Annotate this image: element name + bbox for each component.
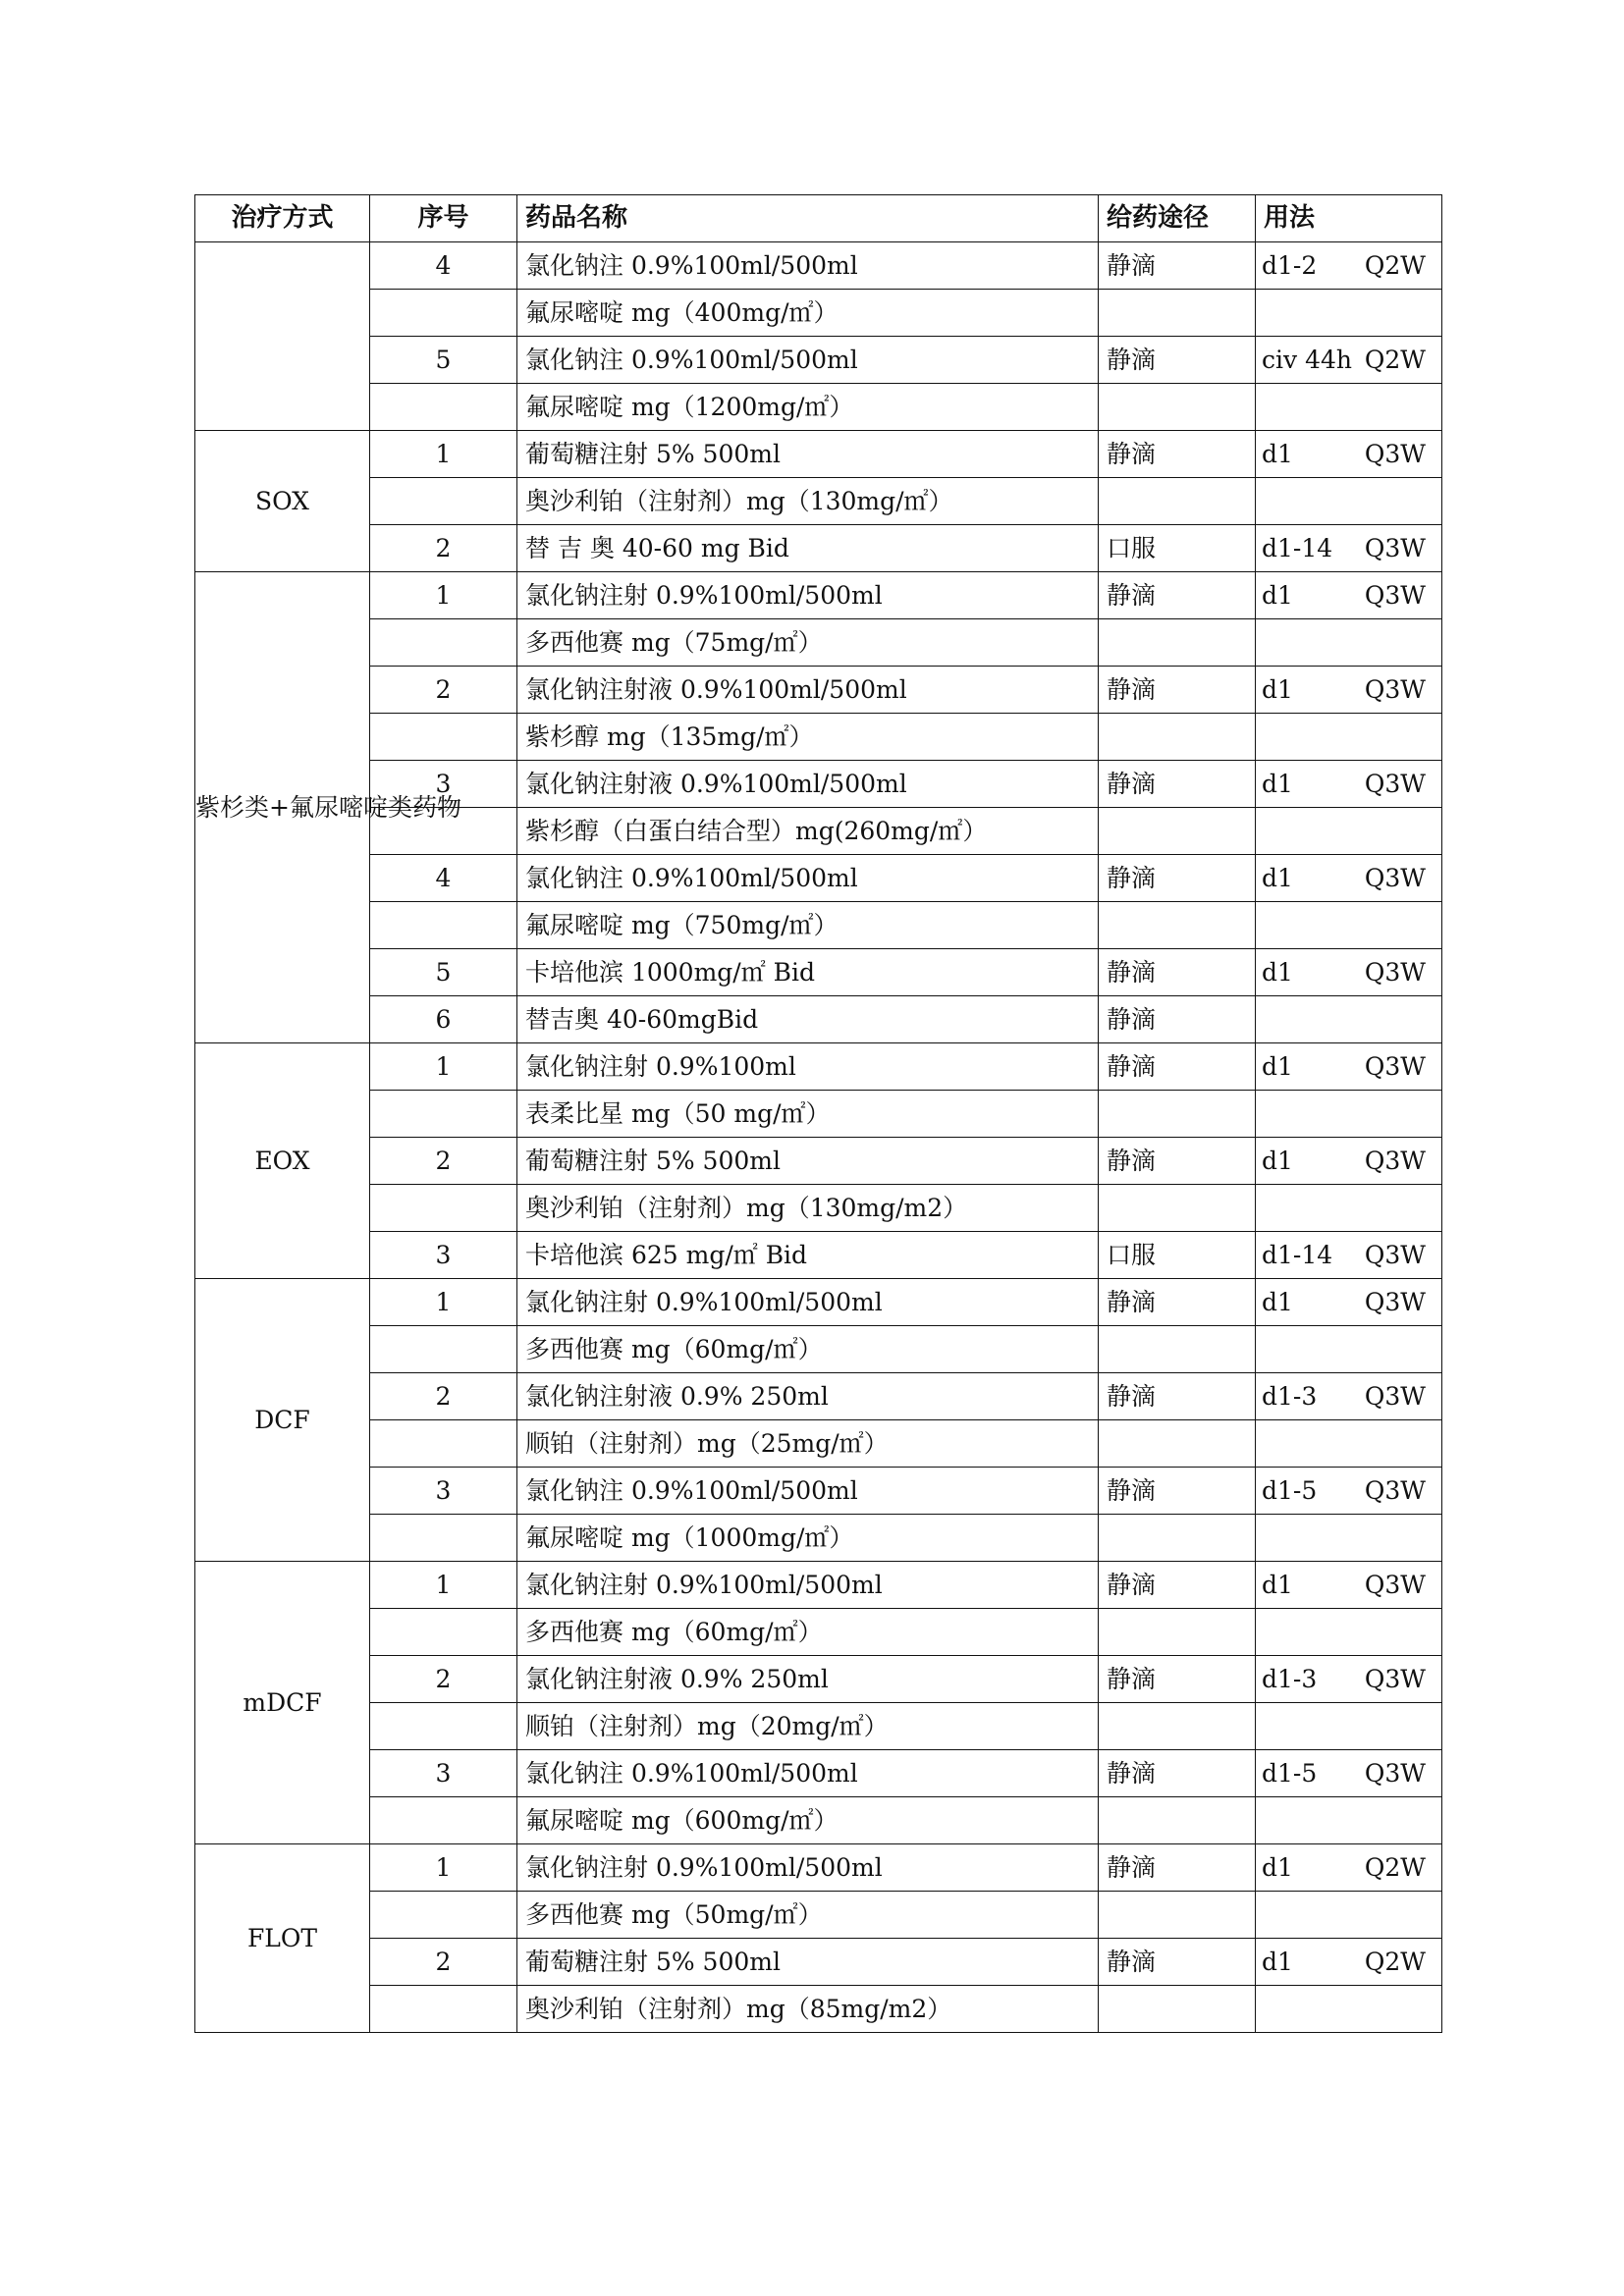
usage-cell bbox=[1256, 949, 1442, 996]
table-body bbox=[195, 242, 1442, 2033]
table-row bbox=[195, 996, 1442, 1043]
drug-name-cell: 葡萄糖注射 5% 500ml bbox=[517, 1138, 1099, 1185]
usage-wrapper bbox=[1256, 525, 1441, 571]
table-row bbox=[195, 242, 1442, 290]
usage-days: d1 bbox=[1262, 1571, 1293, 1599]
usage-wrapper bbox=[1256, 761, 1441, 807]
sequence-number-cell bbox=[370, 1609, 517, 1656]
usage-cell bbox=[1256, 1939, 1442, 1986]
usage-days: d1-3 bbox=[1262, 1382, 1318, 1411]
sequence-number-cell: 3 bbox=[370, 1468, 517, 1515]
sequence-number-cell bbox=[370, 478, 517, 525]
usage-cell bbox=[1256, 1185, 1442, 1232]
table-row bbox=[195, 1939, 1442, 1986]
usage-cell bbox=[1256, 1420, 1442, 1468]
route-cell: 静滴 bbox=[1099, 1844, 1256, 1892]
drug-name-cell: 氯化钠注射液 0.9%100ml/500ml bbox=[517, 761, 1099, 808]
route-cell: 静滴 bbox=[1099, 1138, 1256, 1185]
route-cell bbox=[1099, 1420, 1256, 1468]
table-row bbox=[195, 1326, 1442, 1373]
route-cell bbox=[1099, 1326, 1256, 1373]
drug-name-cell: 紫杉醇（白蛋白结合型）mg(260mg/㎡） bbox=[517, 808, 1099, 855]
usage-frequency: Q3W bbox=[1364, 1147, 1426, 1175]
drug-name-cell: 顺铂（注射剂）mg（20mg/㎡） bbox=[517, 1703, 1099, 1750]
route-cell bbox=[1099, 384, 1256, 431]
drug-name-cell: 氟尿嘧啶 mg（1200mg/㎡） bbox=[517, 384, 1099, 431]
drug-name-cell: 氯化钠注射液 0.9%100ml/500ml bbox=[517, 667, 1099, 714]
usage-cell bbox=[1256, 290, 1442, 337]
drug-name-cell: 氯化钠注 0.9%100ml/500ml bbox=[517, 1468, 1099, 1515]
route-cell bbox=[1099, 1609, 1256, 1656]
drug-name-cell: 氯化钠注 0.9%100ml/500ml bbox=[517, 1750, 1099, 1797]
usage-frequency: Q3W bbox=[1364, 534, 1426, 562]
drug-name-cell: 氯化钠注射 0.9%100ml bbox=[517, 1043, 1099, 1091]
usage-frequency: Q3W bbox=[1364, 958, 1426, 987]
header-drug-name: 药品名称 bbox=[517, 195, 1099, 242]
drug-name-cell: 多西他赛 mg（75mg/㎡） bbox=[517, 619, 1099, 667]
sequence-number-cell: 6 bbox=[370, 996, 517, 1043]
usage-wrapper bbox=[1256, 337, 1441, 383]
table-row bbox=[195, 1797, 1442, 1844]
usage-days: d1 bbox=[1262, 440, 1293, 468]
table-row bbox=[195, 1515, 1442, 1562]
drug-name-cell: 多西他赛 mg（60mg/㎡） bbox=[517, 1609, 1099, 1656]
route-cell: 静滴 bbox=[1099, 1656, 1256, 1703]
route-cell bbox=[1099, 1797, 1256, 1844]
treatment-group-cell: FLOT bbox=[195, 1844, 370, 2033]
drug-name-cell: 氯化钠注 0.9%100ml/500ml bbox=[517, 242, 1099, 290]
table-row bbox=[195, 572, 1442, 619]
sequence-number-cell: 1 bbox=[370, 1562, 517, 1609]
table-row bbox=[195, 1185, 1442, 1232]
drug-name-cell: 氯化钠注射液 0.9% 250ml bbox=[517, 1656, 1099, 1703]
usage-cell bbox=[1256, 572, 1442, 619]
sequence-number-cell: 2 bbox=[370, 1373, 517, 1420]
usage-frequency: Q2W bbox=[1364, 346, 1426, 374]
usage-cell bbox=[1256, 242, 1442, 290]
route-cell: 静滴 bbox=[1099, 242, 1256, 290]
usage-cell bbox=[1256, 808, 1442, 855]
table-row bbox=[195, 1656, 1442, 1703]
sequence-number-cell bbox=[370, 714, 517, 761]
sequence-number-cell: 4 bbox=[370, 855, 517, 902]
usage-wrapper bbox=[1256, 1232, 1441, 1278]
table-row bbox=[195, 1703, 1442, 1750]
sequence-number-cell: 5 bbox=[370, 949, 517, 996]
sequence-number-cell bbox=[370, 1091, 517, 1138]
sequence-number-cell bbox=[370, 1515, 517, 1562]
sequence-number-cell bbox=[370, 619, 517, 667]
sequence-number-cell bbox=[370, 902, 517, 949]
drug-name-cell: 卡培他滨 625 mg/㎡ Bid bbox=[517, 1232, 1099, 1279]
usage-days: d1 bbox=[1262, 1147, 1293, 1175]
route-cell bbox=[1099, 1703, 1256, 1750]
sequence-number-cell bbox=[370, 384, 517, 431]
table-row bbox=[195, 667, 1442, 714]
usage-cell bbox=[1256, 1750, 1442, 1797]
usage-wrapper bbox=[1256, 667, 1441, 713]
table-row bbox=[195, 1750, 1442, 1797]
usage-wrapper bbox=[1256, 1373, 1441, 1419]
sequence-number-cell bbox=[370, 1420, 517, 1468]
usage-wrapper bbox=[1256, 855, 1441, 901]
usage-days: d1-2 bbox=[1262, 251, 1318, 280]
drug-name-cell: 氯化钠注射 0.9%100ml/500ml bbox=[517, 1562, 1099, 1609]
drug-name-cell: 替吉奥 40-60mgBid bbox=[517, 996, 1099, 1043]
usage-days: d1 bbox=[1262, 581, 1293, 610]
table-row bbox=[195, 525, 1442, 572]
route-cell bbox=[1099, 290, 1256, 337]
sequence-number-cell: 1 bbox=[370, 572, 517, 619]
usage-days: d1-14 bbox=[1262, 534, 1333, 562]
drug-name-cell: 奥沙利铂（注射剂）mg（130mg/m2） bbox=[517, 1185, 1099, 1232]
usage-days: d1-14 bbox=[1262, 1241, 1333, 1269]
usage-frequency: Q3W bbox=[1364, 1052, 1426, 1081]
table-row bbox=[195, 1232, 1442, 1279]
usage-frequency: Q3W bbox=[1364, 1571, 1426, 1599]
usage-cell bbox=[1256, 619, 1442, 667]
treatment-group-cell: EOX bbox=[195, 1043, 370, 1279]
usage-days: d1 bbox=[1262, 1052, 1293, 1081]
sequence-number-cell: 1 bbox=[370, 1279, 517, 1326]
route-cell bbox=[1099, 902, 1256, 949]
usage-cell bbox=[1256, 1326, 1442, 1373]
drug-name-cell: 氯化钠注射 0.9%100ml/500ml bbox=[517, 1279, 1099, 1326]
usage-cell bbox=[1256, 1232, 1442, 1279]
table-row bbox=[195, 290, 1442, 337]
usage-frequency: Q3W bbox=[1364, 1288, 1426, 1316]
header-route: 给药途径 bbox=[1099, 195, 1256, 242]
table-row bbox=[195, 1892, 1442, 1939]
treatment-group-cell: DCF bbox=[195, 1279, 370, 1562]
sequence-number-cell: 2 bbox=[370, 667, 517, 714]
table-row bbox=[195, 1373, 1442, 1420]
usage-wrapper bbox=[1256, 242, 1441, 289]
usage-days: d1 bbox=[1262, 1948, 1293, 1976]
table-row bbox=[195, 337, 1442, 384]
sequence-number-cell: 3 bbox=[370, 761, 517, 808]
usage-cell bbox=[1256, 1043, 1442, 1091]
route-cell: 口服 bbox=[1099, 525, 1256, 572]
usage-days: civ 44h bbox=[1262, 346, 1352, 374]
header-usage: 用法 bbox=[1256, 195, 1442, 242]
usage-days: d1-5 bbox=[1262, 1759, 1318, 1788]
usage-wrapper bbox=[1256, 1138, 1441, 1184]
drug-name-cell: 顺铂（注射剂）mg（25mg/㎡） bbox=[517, 1420, 1099, 1468]
usage-wrapper bbox=[1256, 572, 1441, 618]
usage-days: d1-3 bbox=[1262, 1665, 1318, 1693]
drug-name-cell: 氯化钠注射 0.9%100ml/500ml bbox=[517, 1844, 1099, 1892]
usage-cell bbox=[1256, 1091, 1442, 1138]
table-row bbox=[195, 855, 1442, 902]
drug-name-cell: 多西他赛 mg（50mg/㎡） bbox=[517, 1892, 1099, 1939]
usage-cell bbox=[1256, 855, 1442, 902]
route-cell: 静滴 bbox=[1099, 1043, 1256, 1091]
table-row bbox=[195, 1091, 1442, 1138]
usage-cell bbox=[1256, 1844, 1442, 1892]
usage-days: d1-5 bbox=[1262, 1476, 1318, 1505]
usage-days: d1 bbox=[1262, 1288, 1293, 1316]
drug-name-cell: 紫杉醇 mg（135mg/㎡） bbox=[517, 714, 1099, 761]
route-cell bbox=[1099, 1091, 1256, 1138]
header-treatment: 治疗方式 bbox=[195, 195, 370, 242]
usage-wrapper bbox=[1256, 949, 1441, 995]
usage-days: d1 bbox=[1262, 675, 1293, 704]
usage-days: d1 bbox=[1262, 958, 1293, 987]
route-cell bbox=[1099, 714, 1256, 761]
table-row bbox=[195, 1279, 1442, 1326]
table-row bbox=[195, 1138, 1442, 1185]
route-cell: 口服 bbox=[1099, 1232, 1256, 1279]
usage-cell bbox=[1256, 337, 1442, 384]
usage-frequency: Q3W bbox=[1364, 1665, 1426, 1693]
usage-cell bbox=[1256, 1515, 1442, 1562]
sequence-number-cell: 3 bbox=[370, 1750, 517, 1797]
header-number: 序号 bbox=[370, 195, 517, 242]
usage-cell bbox=[1256, 1892, 1442, 1939]
usage-frequency: Q3W bbox=[1364, 440, 1426, 468]
route-cell: 静滴 bbox=[1099, 996, 1256, 1043]
usage-cell bbox=[1256, 667, 1442, 714]
sequence-number-cell: 2 bbox=[370, 525, 517, 572]
usage-cell bbox=[1256, 1656, 1442, 1703]
route-cell: 静滴 bbox=[1099, 1279, 1256, 1326]
sequence-number-cell bbox=[370, 1986, 517, 2033]
usage-days: d1 bbox=[1262, 864, 1293, 892]
table-row bbox=[195, 902, 1442, 949]
table-row bbox=[195, 1609, 1442, 1656]
route-cell: 静滴 bbox=[1099, 1562, 1256, 1609]
route-cell bbox=[1099, 1185, 1256, 1232]
drug-name-cell: 氯化钠注射 0.9%100ml/500ml bbox=[517, 572, 1099, 619]
usage-wrapper bbox=[1256, 1939, 1441, 1985]
treatment-group-cell: mDCF bbox=[195, 1562, 370, 1844]
drug-name-cell: 氯化钠注射液 0.9% 250ml bbox=[517, 1373, 1099, 1420]
table-row bbox=[195, 619, 1442, 667]
usage-frequency: Q3W bbox=[1364, 1382, 1426, 1411]
drug-name-cell: 葡萄糖注射 5% 500ml bbox=[517, 431, 1099, 478]
table-row bbox=[195, 1468, 1442, 1515]
treatment-group-cell: 紫杉类+氟尿嘧啶类药物 bbox=[195, 572, 370, 1043]
route-cell: 静滴 bbox=[1099, 1468, 1256, 1515]
route-cell bbox=[1099, 808, 1256, 855]
sequence-number-cell: 2 bbox=[370, 1939, 517, 1986]
table-row bbox=[195, 1986, 1442, 2033]
usage-wrapper bbox=[1256, 431, 1441, 477]
sequence-number-cell bbox=[370, 1892, 517, 1939]
drug-name-cell: 奥沙利铂（注射剂）mg（85mg/m2） bbox=[517, 1986, 1099, 2033]
usage-days: d1 bbox=[1262, 770, 1293, 798]
route-cell: 静滴 bbox=[1099, 949, 1256, 996]
usage-cell bbox=[1256, 1797, 1442, 1844]
sequence-number-cell bbox=[370, 1797, 517, 1844]
usage-wrapper bbox=[1256, 1562, 1441, 1608]
usage-wrapper bbox=[1256, 1043, 1441, 1090]
usage-cell bbox=[1256, 761, 1442, 808]
drug-name-cell: 卡培他滨 1000mg/㎡ Bid bbox=[517, 949, 1099, 996]
usage-cell bbox=[1256, 1138, 1442, 1185]
table-row bbox=[195, 714, 1442, 761]
usage-cell bbox=[1256, 1986, 1442, 2033]
route-cell: 静滴 bbox=[1099, 761, 1256, 808]
table-row bbox=[195, 384, 1442, 431]
drug-name-cell: 氟尿嘧啶 mg（1000mg/㎡） bbox=[517, 1515, 1099, 1562]
drug-name-cell: 氯化钠注 0.9%100ml/500ml bbox=[517, 337, 1099, 384]
usage-cell bbox=[1256, 478, 1442, 525]
table-header-row bbox=[195, 195, 1442, 242]
usage-frequency: Q3W bbox=[1364, 581, 1426, 610]
drug-name-cell: 多西他赛 mg（60mg/㎡） bbox=[517, 1326, 1099, 1373]
drug-name-cell: 奥沙利铂（注射剂）mg（130mg/㎡） bbox=[517, 478, 1099, 525]
usage-frequency: Q3W bbox=[1364, 1241, 1426, 1269]
drug-name-cell: 氟尿嘧啶 mg（400mg/㎡） bbox=[517, 290, 1099, 337]
usage-frequency: Q2W bbox=[1364, 1853, 1426, 1882]
route-cell: 静滴 bbox=[1099, 572, 1256, 619]
usage-wrapper bbox=[1256, 1656, 1441, 1702]
usage-cell bbox=[1256, 996, 1442, 1043]
table-row bbox=[195, 431, 1442, 478]
route-cell bbox=[1099, 1892, 1256, 1939]
sequence-number-cell: 3 bbox=[370, 1232, 517, 1279]
route-cell bbox=[1099, 619, 1256, 667]
sequence-number-cell: 4 bbox=[370, 242, 517, 290]
usage-frequency: Q2W bbox=[1364, 1948, 1426, 1976]
sequence-number-cell bbox=[370, 1703, 517, 1750]
table-row bbox=[195, 949, 1442, 996]
usage-cell bbox=[1256, 1373, 1442, 1420]
sequence-number-cell: 1 bbox=[370, 1043, 517, 1091]
sequence-number-cell bbox=[370, 1326, 517, 1373]
route-cell bbox=[1099, 1515, 1256, 1562]
route-cell: 静滴 bbox=[1099, 1750, 1256, 1797]
table-row bbox=[195, 478, 1442, 525]
usage-wrapper bbox=[1256, 1279, 1441, 1325]
usage-wrapper bbox=[1256, 1750, 1441, 1796]
sequence-number-cell bbox=[370, 290, 517, 337]
usage-frequency: Q3W bbox=[1364, 770, 1426, 798]
sequence-number-cell: 2 bbox=[370, 1138, 517, 1185]
usage-frequency: Q3W bbox=[1364, 864, 1426, 892]
drug-name-cell: 氟尿嘧啶 mg（750mg/㎡） bbox=[517, 902, 1099, 949]
table-row bbox=[195, 1844, 1442, 1892]
usage-cell bbox=[1256, 1562, 1442, 1609]
usage-frequency: Q2W bbox=[1364, 251, 1426, 280]
drug-name-cell: 氯化钠注 0.9%100ml/500ml bbox=[517, 855, 1099, 902]
drug-name-cell: 表柔比星 mg（50 mg/㎡） bbox=[517, 1091, 1099, 1138]
usage-frequency: Q3W bbox=[1364, 1476, 1426, 1505]
sequence-number-cell bbox=[370, 1185, 517, 1232]
route-cell: 静滴 bbox=[1099, 1939, 1256, 1986]
regimen-table bbox=[194, 194, 1442, 2033]
usage-frequency: Q3W bbox=[1364, 1759, 1426, 1788]
treatment-group-cell: SOX bbox=[195, 431, 370, 572]
usage-cell bbox=[1256, 384, 1442, 431]
treatment-group-cell bbox=[195, 242, 370, 431]
usage-cell bbox=[1256, 431, 1442, 478]
table-row bbox=[195, 1420, 1442, 1468]
drug-name-cell: 葡萄糖注射 5% 500ml bbox=[517, 1939, 1099, 1986]
route-cell: 静滴 bbox=[1099, 855, 1256, 902]
sequence-number-cell: 1 bbox=[370, 431, 517, 478]
usage-cell bbox=[1256, 1468, 1442, 1515]
route-cell: 静滴 bbox=[1099, 667, 1256, 714]
route-cell bbox=[1099, 478, 1256, 525]
sequence-number-cell: 1 bbox=[370, 1844, 517, 1892]
usage-cell bbox=[1256, 902, 1442, 949]
usage-wrapper bbox=[1256, 1844, 1441, 1891]
usage-cell bbox=[1256, 1279, 1442, 1326]
route-cell: 静滴 bbox=[1099, 1373, 1256, 1420]
usage-cell bbox=[1256, 1609, 1442, 1656]
usage-cell bbox=[1256, 525, 1442, 572]
sequence-number-cell: 2 bbox=[370, 1656, 517, 1703]
usage-wrapper bbox=[1256, 1468, 1441, 1514]
drug-name-cell: 氟尿嘧啶 mg（600mg/㎡） bbox=[517, 1797, 1099, 1844]
route-cell: 静滴 bbox=[1099, 337, 1256, 384]
usage-frequency: Q3W bbox=[1364, 675, 1426, 704]
drug-name-cell: 替 吉 奥 40-60 mg Bid bbox=[517, 525, 1099, 572]
route-cell: 静滴 bbox=[1099, 431, 1256, 478]
usage-cell bbox=[1256, 1703, 1442, 1750]
usage-cell bbox=[1256, 714, 1442, 761]
table-row bbox=[195, 1043, 1442, 1091]
sequence-number-cell: 5 bbox=[370, 337, 517, 384]
route-cell bbox=[1099, 1986, 1256, 2033]
table-row bbox=[195, 1562, 1442, 1609]
usage-days: d1 bbox=[1262, 1853, 1293, 1882]
